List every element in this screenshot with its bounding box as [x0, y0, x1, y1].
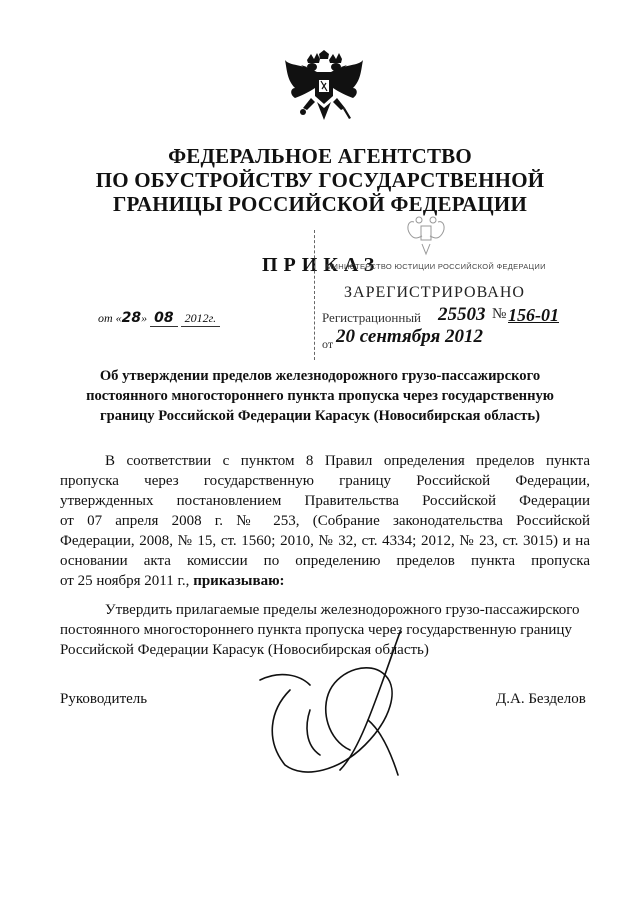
preamble-line-3: утвержденных постановлением Правительства Российской Федерации	[60, 493, 590, 509]
stamp-reg-number-2: 156-01	[508, 305, 559, 325]
resolution-line-1: Утвердить прилагаемые пределы железнодорожного грузо-пассажирского	[105, 602, 580, 618]
resolution-line-3: Российской Федерации Карасук (Новосибирская область)	[60, 642, 429, 658]
dateline-day: 28	[121, 310, 142, 326]
stamp-reg-label: Регистрационный	[322, 310, 422, 325]
agency-name-line-1: ФЕДЕРАЛЬНОЕ АГЕНТСТВО	[168, 144, 472, 168]
dateline-close-quote: »	[141, 311, 148, 325]
stamp-reg-date: 20 сентября 2012	[336, 326, 483, 347]
agency-name	[40, 144, 600, 216]
resolution-line-2: постоянного многостороннего пункта пропуска через государственную границу	[60, 622, 572, 638]
signatory-name: Д.А. Безделов	[496, 691, 586, 707]
heading-line-2: постоянного многостороннего пункта пропуска через государственную	[86, 388, 554, 404]
stamp-emblem-icon	[404, 214, 448, 256]
heading-line-3: границу Российской Федерации Карасук (Новосибирская область)	[100, 408, 540, 424]
agency-name-line-2: ПО ОБУСТРОЙСТВУ ГОСУДАРСТВЕННОЙ	[95, 168, 545, 192]
stamp-ot-label: от	[322, 337, 334, 351]
dateline-year-suffix: г.	[208, 311, 217, 325]
dateline-month-wrap	[150, 310, 177, 327]
stamp-number-sign: №	[492, 306, 507, 322]
order-directive: приказываю:	[193, 573, 285, 589]
order-subject-heading	[60, 366, 580, 426]
dateline-year: 2012	[184, 311, 209, 325]
preamble-line-2: пропуска через государственную границу Российской Федерации,	[60, 473, 590, 489]
stamp-border	[314, 230, 315, 360]
registration-stamp	[314, 214, 586, 354]
dateline-year-wrap	[181, 311, 221, 327]
preamble-paragraph	[60, 451, 590, 591]
stamp-registered-label: ЗАРЕГИСТРИРОВАНО	[344, 284, 525, 301]
coat-of-arms-emblem	[281, 50, 367, 130]
preamble-line-6: основании акта комиссии по определению пределов пункта пропуска	[60, 553, 590, 569]
signatory-position: Руководитель	[60, 691, 148, 707]
order-dateline	[98, 310, 220, 327]
heading-line-1: Об утверждении пределов железнодорожного грузо-пассажирского	[99, 368, 541, 384]
stamp-ministry-header: МИНИСТЕРСТВО ЮСТИЦИИ РОССИЙСКОЙ ФЕДЕРАЦИИ	[326, 262, 546, 271]
dateline-ot: от «	[98, 311, 122, 325]
preamble-line-7	[60, 571, 590, 591]
preamble-line-1: В соответствии с пунктом 8 Правил определения пределов пункта	[105, 453, 590, 469]
resolution-paragraph	[60, 600, 590, 660]
dateline-month: 08	[154, 310, 174, 326]
preamble-line-5: Федерации, 2008, № 15, ст. 1560; 2010, № 32, ст. 4334; 2012, № 23, ст. 3015) и на	[60, 533, 590, 549]
preamble-line-4: от 07 апреля 2008 г. № 253, (Собрание законодательства Российской	[60, 513, 590, 529]
agency-name-line-3: ГРАНИЦЫ РОССИЙСКОЙ ФЕДЕРАЦИИ	[112, 192, 528, 216]
order-title: ПРИКАЗ	[262, 254, 381, 276]
stamp-reg-number: 25503	[438, 304, 486, 325]
preamble-line-7-text: от 25 ноября 2011 г.,	[60, 573, 194, 589]
